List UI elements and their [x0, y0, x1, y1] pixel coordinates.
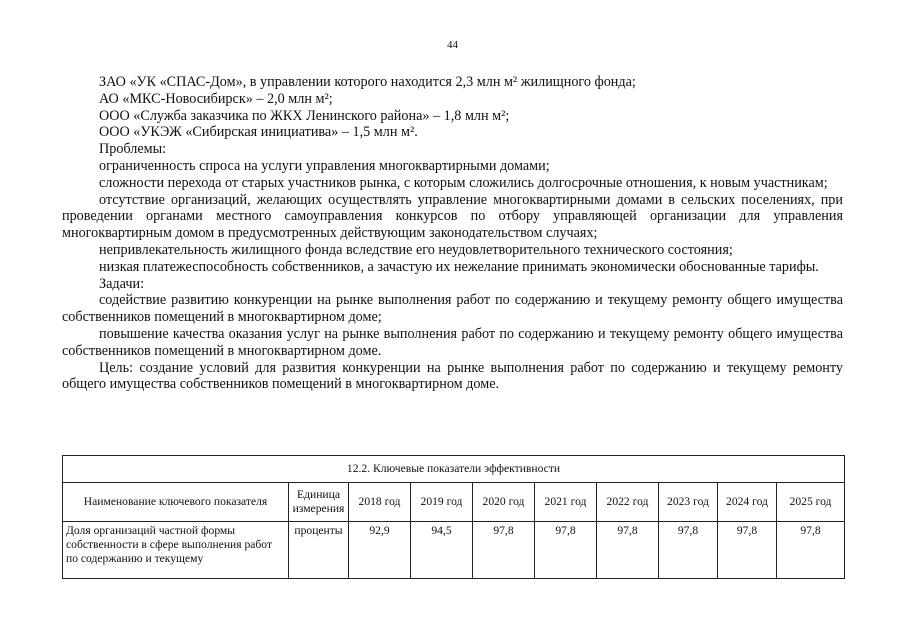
value-cell: 97,8	[473, 522, 535, 579]
paragraph: АО «МКС-Новосибирск» – 2,0 млн м²;	[99, 90, 333, 107]
body-text	[62, 74, 843, 393]
paragraph: содействие развитию конкуренции на рынке выполнения работ по содержанию и текущему ремонту общего имущества собственников помещений в многоквартирном доме;	[62, 292, 843, 326]
page-number: 44	[447, 39, 458, 51]
unit-cell: проценты	[289, 522, 349, 579]
column-header: 2018 год	[349, 483, 411, 522]
paragraph: Цель: создание условий для развития конкуренции на рынке выполнения работ по содержанию и текущему ремонту общего имущества собственников помещений в многоквартирном доме.	[62, 359, 843, 393]
value-cell: 92,9	[349, 522, 411, 579]
paragraph: ограниченность спроса на услуги управления многоквартирными домами;	[99, 157, 550, 174]
column-header: 2019 год	[411, 483, 473, 522]
table-caption: 12.2. Ключевые показатели эффективности	[63, 456, 845, 483]
value-cell: 97,8	[597, 522, 659, 579]
value-cell: 97,8	[535, 522, 597, 579]
column-header: 2020 год	[473, 483, 535, 522]
table-header-row	[63, 483, 845, 522]
column-header: 2021 год	[535, 483, 597, 522]
column-header: Наименование ключевого показателя	[63, 483, 289, 522]
value-cell: 97,8	[777, 522, 845, 579]
indicator-name-cell: Доля организаций частной формы собственности в сфере выполнения работ по содержанию и текущему	[63, 522, 289, 579]
column-header: Единица измерения	[289, 483, 349, 522]
kpi-table	[62, 455, 845, 579]
paragraph: низкая платежеспособность собственников, а зачастую их нежелание принимать экономически обоснованные тарифы.	[99, 258, 819, 275]
paragraph: сложности перехода от старых участников рынка, с которым сложились долгосрочные отношения, к новым участникам;	[99, 174, 828, 191]
paragraph: ЗАО «УК «СПАС-Дом», в управлении которого находится 2,3 млн м² жилищного фонда;	[99, 74, 636, 90]
value-cell: 94,5	[411, 522, 473, 579]
paragraph: ООО «Служба заказчика по ЖКХ Ленинского района» – 1,8 млн м²;	[99, 107, 510, 124]
paragraph: повышение качества оказания услуг на рынке выполнения работ по содержанию и текущему ремонту общего имущества собственников помещений в многоквартирном доме.	[62, 325, 843, 359]
column-header: 2025 год	[777, 483, 845, 522]
paragraph: непривлекательность жилищного фонда вследствие его неудовлетворительного технического состояния;	[99, 241, 733, 258]
paragraph: Проблемы:	[99, 141, 167, 158]
paragraph: отсутствие организаций, желающих осуществлять управление многоквартирными домами в сельских поселениях, при проведении органами местного самоуправления конкурсов по отбору управляющей организации для управления многоквартирным домом в предусмотренных действующим законодательством случаях;	[62, 191, 843, 242]
value-cell: 97,8	[718, 522, 777, 579]
value-cell: 97,8	[659, 522, 718, 579]
paragraph: Задачи:	[99, 275, 145, 292]
column-header: 2023 год	[659, 483, 718, 522]
table-row	[63, 522, 845, 579]
column-header: 2022 год	[597, 483, 659, 522]
paragraph: ООО «УКЭЖ «Сибирская инициатива» – 1,5 млн м².	[99, 124, 418, 141]
column-header: 2024 год	[718, 483, 777, 522]
